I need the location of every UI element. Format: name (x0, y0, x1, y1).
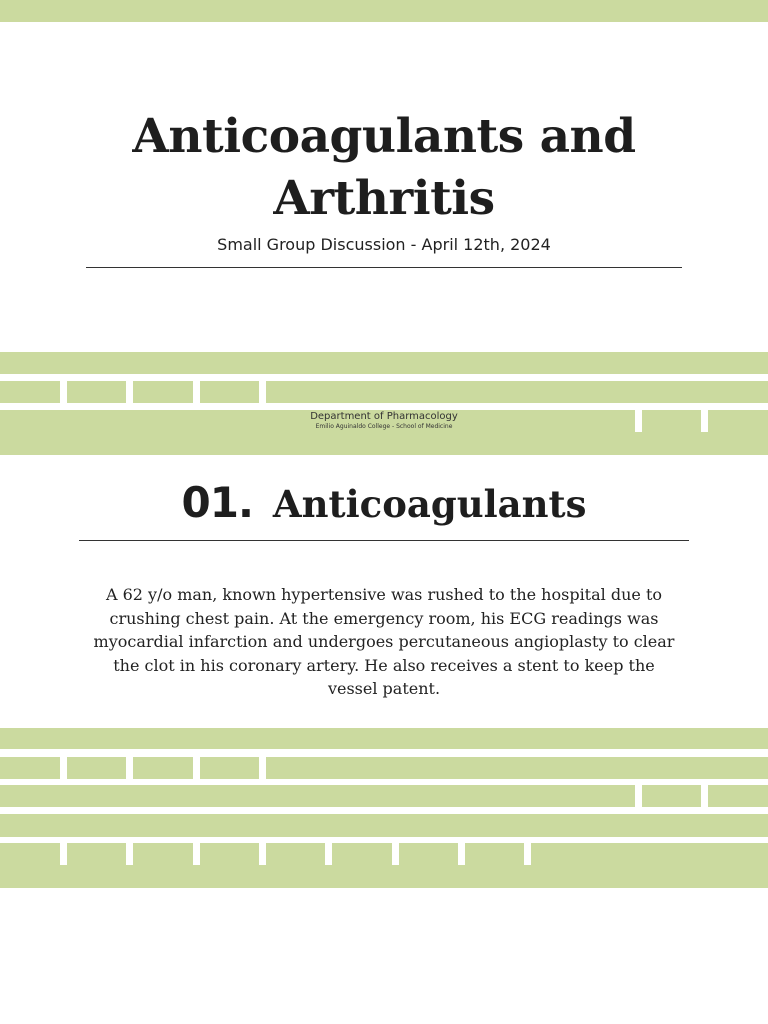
school-name: Emilio Aguinaldo College - School of Medicine (315, 423, 453, 430)
title-line-2: Arthritis (273, 171, 495, 226)
title-divider (86, 267, 682, 268)
document-subtitle: Small Group Discussion - April 12th, 2024 (217, 235, 551, 254)
top-decorative-band (0, 0, 768, 22)
case-description: A 62 y/o man, known hypertensive was rushed to the hospital due to crushing chest pain. At the emergency room, his ECG readings was myocardial infarction and undergoes percutaneous angioplasty to clear the clot in his coronary artery. He also receives a stent to keep the vessel patent. (93, 585, 675, 698)
section-title: Anticoagulants (272, 482, 587, 526)
department-name: Department of Pharmacology (310, 411, 458, 422)
title-line-1: Anticoagulants and (132, 109, 636, 164)
department-label (0, 411, 768, 431)
section-number: 01. (181, 478, 253, 527)
section-heading (0, 478, 768, 527)
document-title (0, 106, 768, 230)
section-divider (79, 540, 689, 541)
